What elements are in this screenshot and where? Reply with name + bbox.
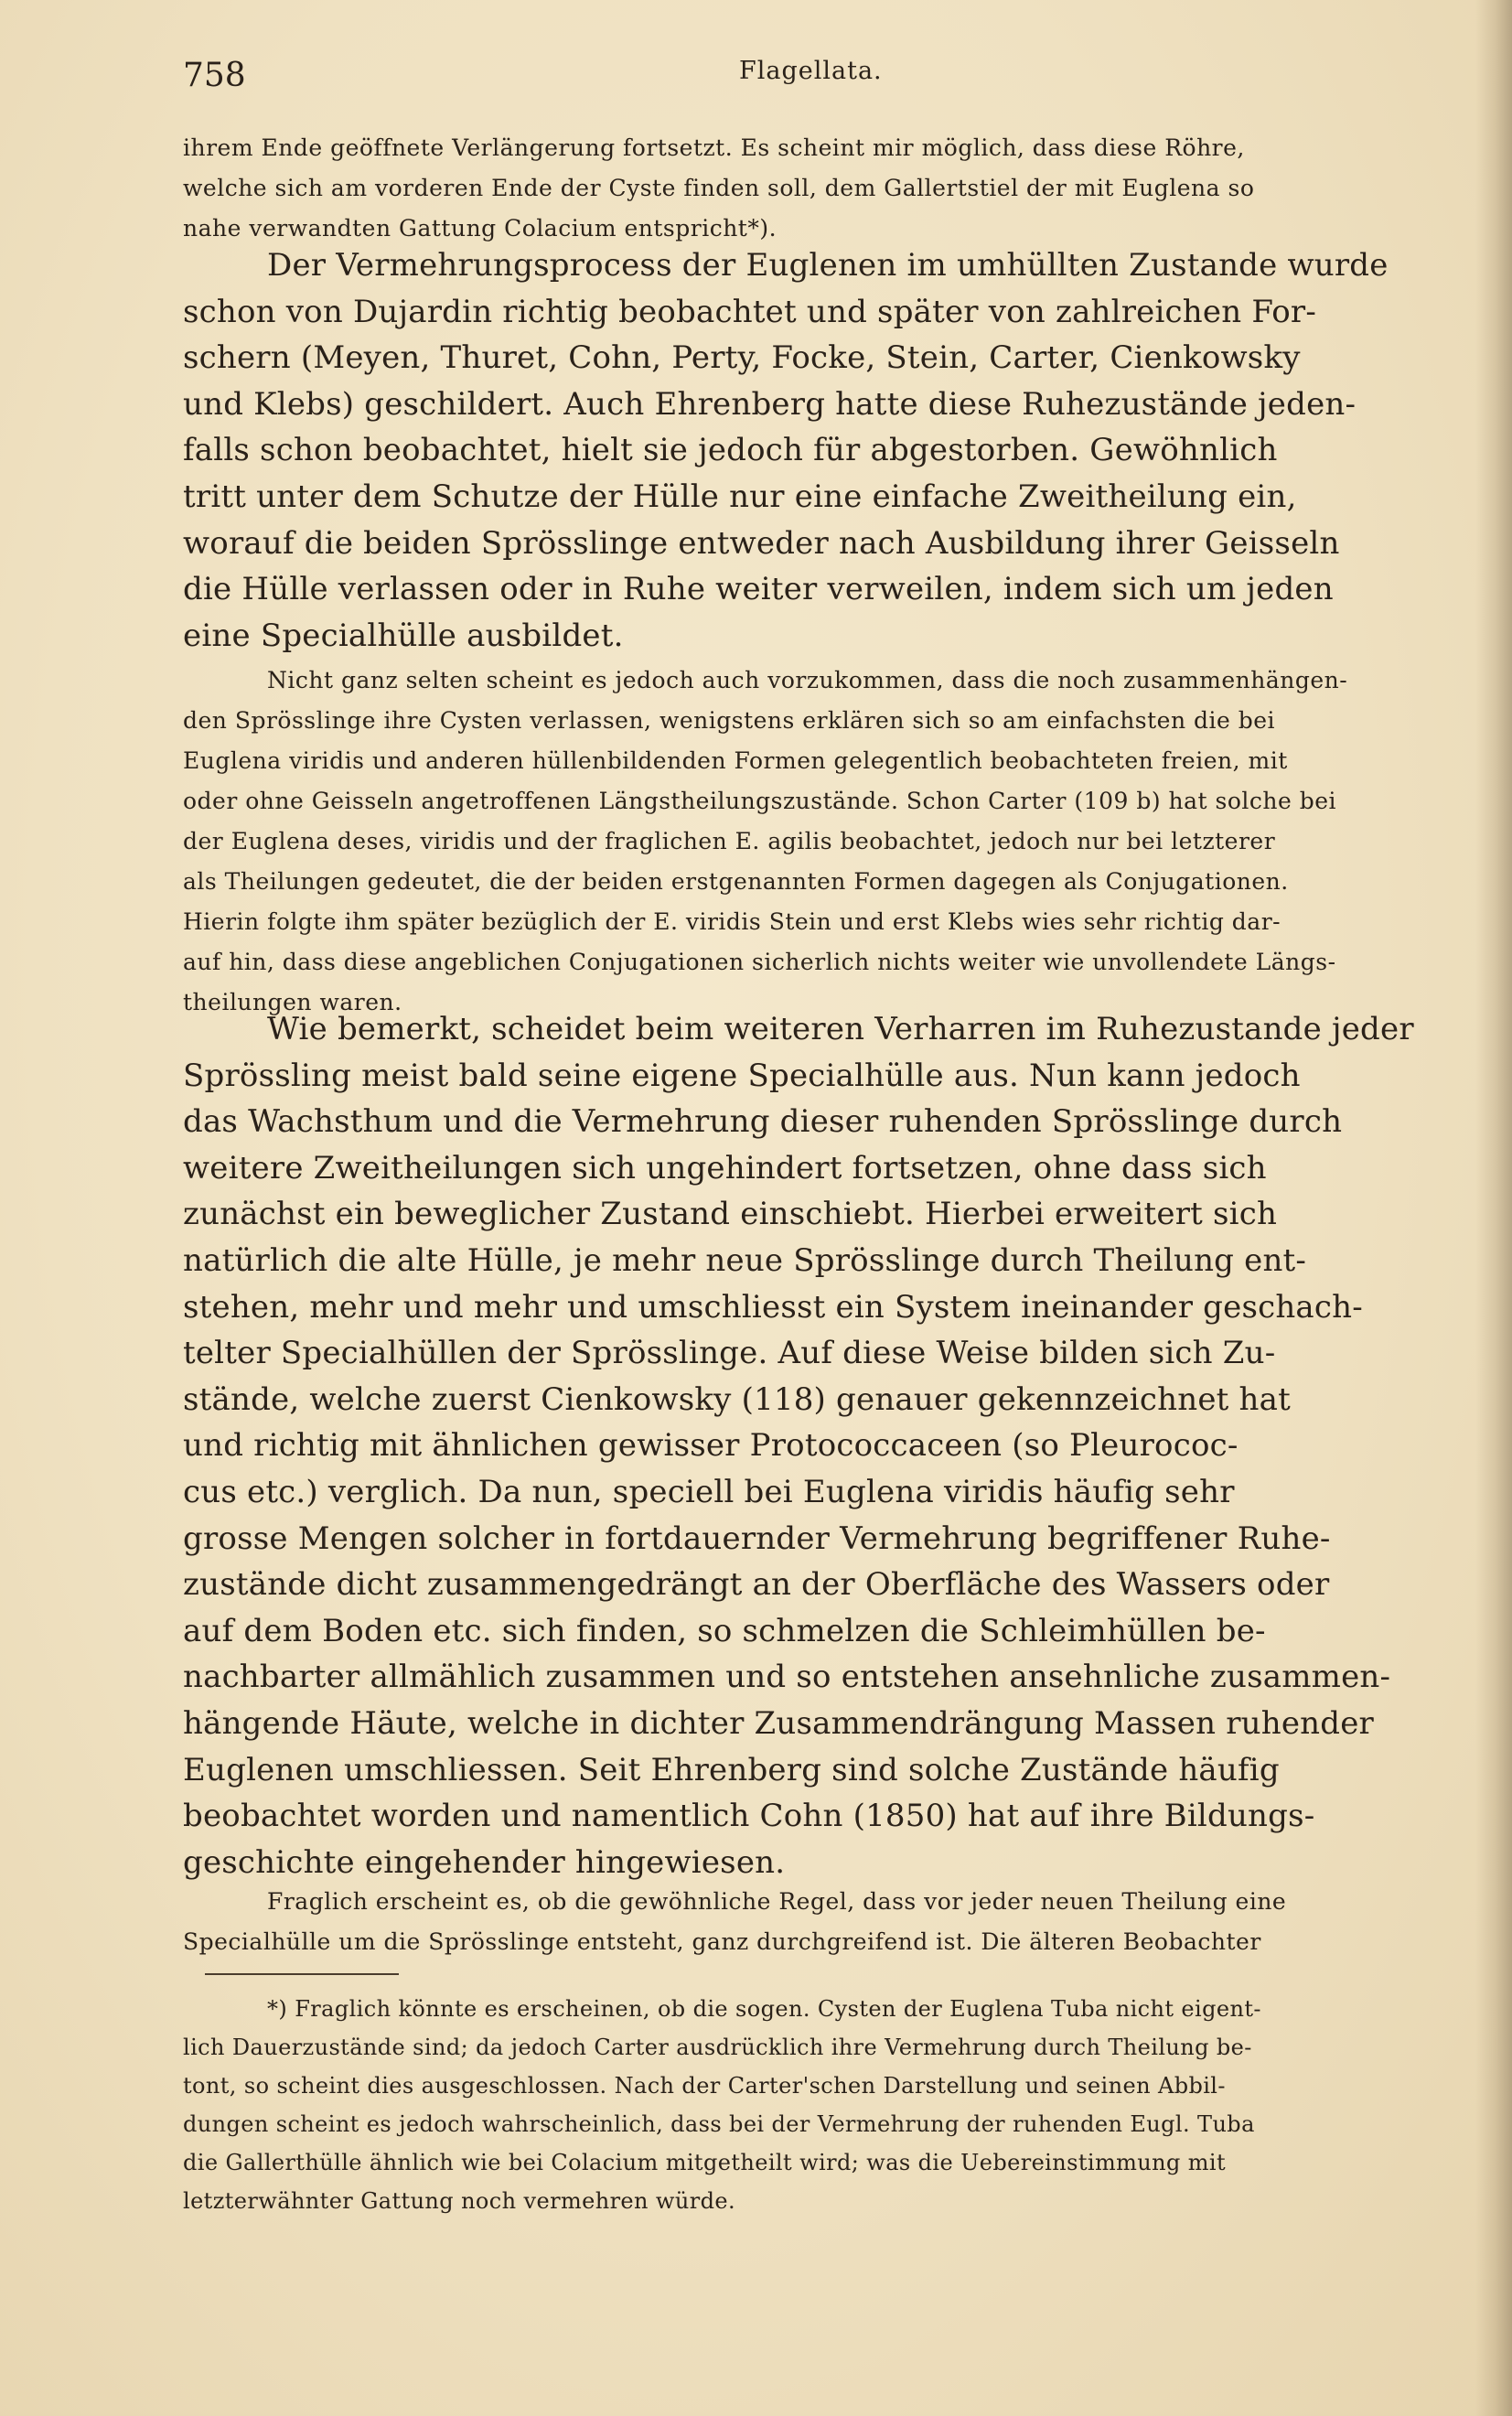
text-line: welche sich am vorderen Ende der Cyste finden soll, dem Gallertstiel der mit Euglena so [183,175,1255,201]
text-line: das Wachsthum und die Vermehrung dieser ruhenden Sprösslinge durch [183,1103,1343,1141]
text-line: eine Specialhülle ausbildet. [183,617,624,654]
text-line: nahe verwandten Gattung Colacium entspricht*). [183,215,777,242]
text-line: und Klebs) geschildert. Auch Ehrenberg hatte diese Ruhezustände jeden- [183,385,1357,423]
running-head: Flagellata. [739,57,883,85]
text-line: auf hin, dass diese angeblichen Conjugationen sicherlich nichts weiter wie unvollendete Längs- [183,949,1336,975]
text-line: Nicht ganz selten scheint es jedoch auch vorzukommen, dass die noch zusammenhängen- [267,667,1348,693]
text-line: letzterwähnter Gattung noch vermehren würde. [183,2188,735,2214]
text-line: den Sprösslinge ihre Cysten verlassen, wenigstens erklären sich so am einfachsten die bei [183,707,1276,734]
text-line: cus etc.) verglich. Da nun, speciell bei Euglena viridis häufig sehr [183,1473,1235,1510]
text-line: weitere Zweitheilungen sich ungehindert fortsetzen, ohne dass sich [183,1149,1267,1187]
text-line: die Gallerthülle ähnlich wie bei Colacium mitgetheilt wird; was die Uebereinstimmung mit [183,2150,1227,2175]
text-line: Euglena viridis und anderen hüllenbildenden Formen gelegentlich beobachteten freien, mit [183,747,1288,774]
text-line: stehen, mehr und mehr und umschliesst ein System ineinander geschach- [183,1288,1363,1326]
text-line: stände, welche zuerst Cienkowsky (118) genauer gekennzeichnet hat [183,1380,1291,1418]
text-line: dungen scheint es jedoch wahrscheinlich, dass bei der Vermehrung der ruhenden Eugl. Tuba [183,2111,1255,2137]
text-line: tritt unter dem Schutze der Hülle nur eine einfache Zweitheilung ein, [183,478,1297,515]
text-line: oder ohne Geisseln angetroffenen Längstheilungszustände. Schon Carter (109 b) hat solche bei [183,788,1337,814]
page-edge-shadow [1475,0,1512,2416]
small-print-note [183,660,1436,1023]
text-line: beobachtet worden und namentlich Cohn (1850) hat auf ihre Bildungs- [183,1798,1315,1835]
text-line: geschichte eingehender hingewiesen. [183,1843,786,1881]
text-line: Hierin folgte ihm später bezüglich der E. viridis Stein und erst Klebs wies sehr richtig dar- [183,908,1281,935]
paragraph-main-2 [183,1006,1436,1885]
text-line: Der Vermehrungsprocess der Euglenen im umhüllten Zustande wurde [267,247,1389,284]
text-line: natürlich die alte Hülle, je mehr neue Sprösslinge durch Theilung ent- [183,1241,1307,1279]
paragraph-continued [183,128,1436,249]
text-line: auf dem Boden etc. sich finden, so schmelzen die Schleimhüllen be- [183,1612,1266,1649]
page-number: 758 [183,57,246,94]
footnote [183,1990,1436,2220]
text-line: Fraglich erscheint es, ob die gewöhnliche Regel, dass vor jeder neuen Theilung eine [267,1888,1287,1915]
text-line: falls schon beobachtet, hielt sie jedoch für abgestorben. Gewöhnlich [183,432,1278,469]
text-line: telter Specialhüllen der Sprösslinge. Auf diese Weise bilden sich Zu- [183,1335,1276,1372]
text-line: zunächst ein beweglicher Zustand einschiebt. Hierbei erweitert sich [183,1196,1278,1233]
text-line: *) Fraglich könnte es erscheinen, ob die sogen. Cysten der Euglena Tuba nicht eigent- [267,1996,1261,2022]
text-line: Euglenen umschliessen. Seit Ehrenberg sind solche Zustände häufig [183,1751,1280,1788]
text-line: nachbarter allmählich zusammen und so entstehen ansehnliche zusammen- [183,1659,1391,1696]
text-line: lich Dauerzustände sind; da jedoch Carter ausdrücklich ihre Vermehrung durch Theilung be- [183,2035,1252,2060]
footnote-rule [205,1973,399,1975]
small-print-note-2 [183,1882,1436,1962]
text-line: ihrem Ende geöffnete Verlängerung fortsetzt. Es scheint mir möglich, dass diese Röhre, [183,134,1245,161]
text-line: Wie bemerkt, scheidet beim weiteren Verharren im Ruhezustande jeder [267,1011,1414,1047]
text-line: zustände dicht zusammengedrängt an der Oberfläche des Wassers oder [183,1566,1330,1604]
text-line: als Theilungen gedeutet, die der beiden erstgenannten Formen dagegen als Conjugationen. [183,868,1289,895]
page-header [183,57,1427,112]
text-line: worauf die beiden Sprösslinge entweder nach Ausbildung ihrer Geisseln [183,524,1340,562]
text-line: schern (Meyen, Thuret, Cohn, Perty, Focke, Stein, Carter, Cienkowsky [183,339,1301,377]
text-line: schon von Dujardin richtig beobachtet und später von zahlreichen For- [183,293,1317,330]
text-line: hängende Häute, welche in dichter Zusammendrängung Massen ruhender [183,1704,1374,1742]
text-line: der Euglena deses, viridis und der fraglichen E. agilis beobachtet, jedoch nur bei letzterer [183,828,1276,854]
text-line: die Hülle verlassen oder in Ruhe weiter verweilen, indem sich um jeden [183,571,1334,608]
text-line: und richtig mit ähnlichen gewisser Protococcaceen (so Pleurococ- [183,1427,1239,1465]
paragraph-main-1 [183,242,1436,659]
text-line: grosse Mengen solcher in fortdauernder Vermehrung begriffener Ruhe- [183,1519,1331,1557]
text-line: tont, so scheint dies ausgeschlossen. Nach der Carter'schen Darstellung und seinen Abbil- [183,2073,1226,2099]
text-line: theilungen waren. [183,989,402,1015]
text-line: Specialhülle um die Sprösslinge entsteht, ganz durchgreifend ist. Die älteren Beobachter [183,1928,1261,1955]
text-line: Sprössling meist bald seine eigene Specialhülle aus. Nun kann jedoch [183,1057,1301,1094]
